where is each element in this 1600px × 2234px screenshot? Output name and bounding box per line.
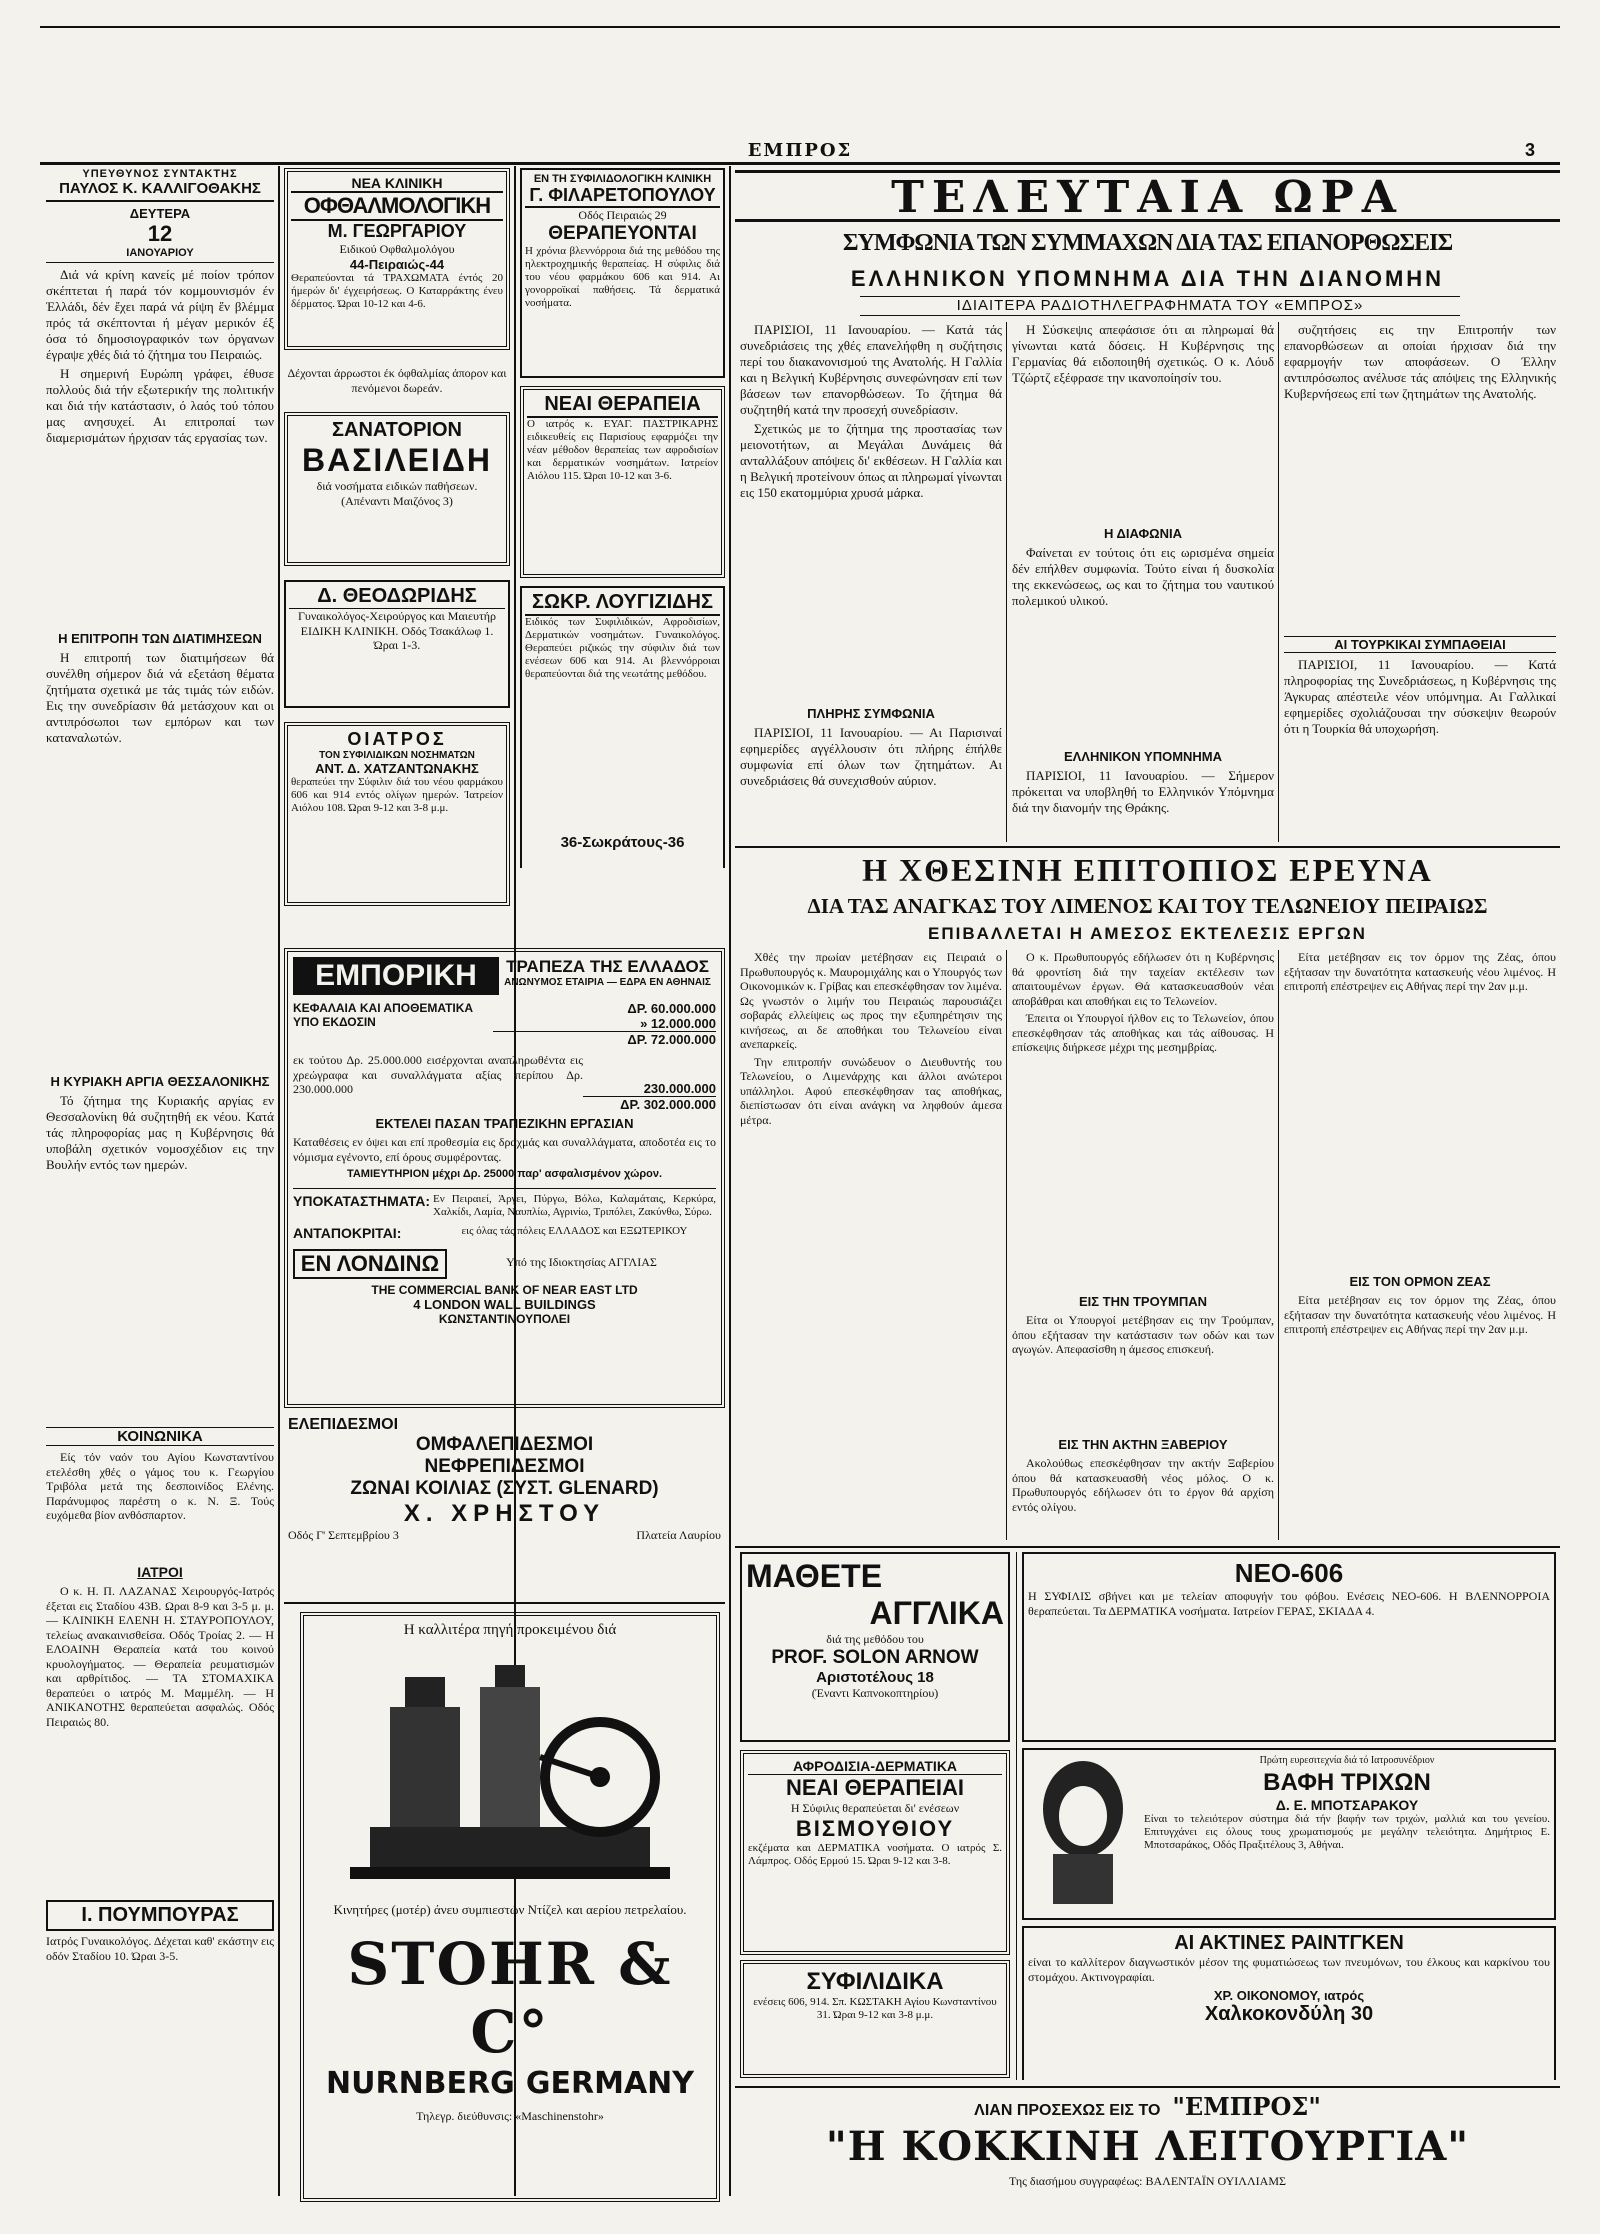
ad-address: 44-Πειραιώς-44	[349, 256, 445, 272]
article-paragraph: Ακολούθως επεσκέφθησαν την ακτήν Ξαβερίου όπου θά κατασκευασθή νέος μόλος. Ο κ. Πρωθυπουργός εδήλωσεν ότι το έργον θά αρχίση εντός ολίγου.	[1012, 1456, 1274, 1514]
column-rule	[1278, 950, 1279, 1540]
subheadline: ΣΥΜΦΩΝΙΑ ΤΩΝ ΣΥΜΜΑΧΩΝ ΔΙΑ ΤΑΣ ΕΠΑΝΟΡΘΩΣΕΙΣ	[842, 230, 1453, 256]
column-3	[520, 168, 725, 868]
bank-text: εκ τούτου Δρ. 25.000.000 εισέρχονται αναπληρωθέντα εις χρεώγραφα και συναλλάγματα αξίας περίπου Δρ. 230.000.000	[293, 1053, 583, 1096]
ad-big-title: ΑΙ ΑΚΤΙΝΕΣ ΡΑΙΝΤΓΚΕΝ	[1174, 1932, 1404, 1954]
ad-address: Οδός Πειραιώς 29	[578, 208, 667, 222]
ad-big-title: ΘΕΡΑΠΕΥΟΝΤΑΙ	[548, 222, 697, 244]
ad-big-title: ΝΕΑΙ ΘΕΡΑΠΕΙΑ	[527, 393, 718, 418]
section-rule	[735, 846, 1560, 848]
article-paragraph: Είτα μετέβησαν εις τον όρμον της Ζέας, όπου εξήτασαν την δυνατότητα κατασκευής νέου λιμένος. Η επιτροπή επέστρεψεν εις Αθήνας περί την 2αν μ.μ.	[1284, 950, 1556, 993]
bank-value: 230.000.000	[643, 1081, 716, 1096]
ad-lougizidis	[520, 586, 725, 868]
masthead-title: ΕΜΠΡΟΣ	[747, 140, 853, 161]
ad-x-rays	[1022, 1926, 1556, 2080]
bank-branches-label: ΥΠΟΚΑΤΑΣΤΗΜΑΤΑ:	[293, 1193, 430, 1209]
ad-christou	[284, 1412, 725, 1604]
section-heading: ΠΛΗΡΗΣ ΣΥΜΦΩΝΙΑ	[807, 706, 935, 721]
ad-commercial-bank	[284, 948, 725, 1408]
ad-text: Είναι το τελειότερον σύστημα διά τήν βαφήν των τριχών, μαλλιά και του γενείου. Επιτυγχάνει εις όλους τους χρωματισμούς με μεγάλην τελειότητα. Δημήτριος Ε. Μποτσαράκος, Οδός Πραξιτέλους 3, Αθήναι.	[1144, 1812, 1550, 1851]
ad-big-title: ΑΓΓΛΙΚΑ	[869, 1595, 1004, 1631]
bank-title: ΤΡΑΠΕΖΑ ΤΗΣ ΕΛΛΑΔΟΣ	[506, 957, 709, 976]
ad-text: Η Σύφιλις θεραπεύεται δι' ενέσεων	[790, 1801, 960, 1815]
ad-subtitle: (Έναντι Καπνοκοπτηρίου)	[811, 1685, 939, 1700]
ad-line: ΕΛΕΠΙΔΕΣΜΟΙ	[288, 1416, 399, 1433]
ad-heading: ΑΦΡΟΔΙΣΙΑ-ΔΕΡΜΑΤΙΚΑ	[748, 1758, 1002, 1775]
ad-text: εκζέματα και ΔΕΡΜΑΤΙΚΑ νοσήματα. Ο ιατρός Σ. Λάμπρος. Οδός Ερμού 15. Ώραι 9-12 και 3-8.	[748, 1841, 1002, 1867]
ad-address: Πλατεία Λαυρίου	[636, 1528, 721, 1542]
bank-london: ΕΝ ΛΟΝΔΙΝΩ	[293, 1249, 447, 1279]
section-heading: ΙΑΤΡΟΙ	[137, 1564, 183, 1580]
ad-heading: ΝΕΑ ΚΛΙΝΙΚΗ	[351, 175, 443, 191]
ad-big-title: ΝΕΑΙ ΘΕΡΑΠΕΙΑΙ	[785, 1775, 965, 1800]
article-paragraph: Η επιτροπή των διατιμήσεων θά συνέλθη σήμερον διά νά εξετάση θέματα ζητήματα σχετικά με τάς τιμάς τών ειδών. Εις την συνεδρίασιν θά μετάσχουν και οι αντιπρόσωποι των εμπόρων και των καταναλωτών.	[46, 650, 274, 745]
ad-text: Κινητήρες (μοτέρ) άνευ συμπιεστών Ντίζελ και αερίου πετρελαίου.	[333, 1902, 687, 1917]
promo-title: "Η ΚΟΚΚΙΝΗ ΛΕΙΤΟΥΡΓΙΑ"	[825, 2123, 1470, 2170]
ad-big-title: ΒΙΣΜΟΥΘΙΟΥ	[795, 1815, 955, 1841]
bank-deposits: Καταθέσεις εν όψει και επί προθεσμία εις δραχμάς και συναλλάγματα, αποδοτέα εις το νόμισμα εγένοντο, επί όρους συμφέροντας.	[293, 1135, 716, 1164]
ad-heading: ΟΙΑΤΡΟΣ	[347, 729, 447, 749]
ad-name: Δ. Ε. ΜΠΟΤΣΑΡΑΚΟΥ	[1275, 1796, 1419, 1813]
article-paragraph: Η Σύσκεψις απεφάσισε ότι αι πληρωμαί θά γίνωνται κατά δόσεις. Η Κυβέρνησις της Γερμανίας θά ειδοποιηθή σχετικώς. Ο κ. Λόυδ Τζώρτζ εξέφρασε την ικανοποίησίν του.	[1012, 322, 1274, 385]
ad-country: GERMANY	[525, 2065, 694, 2101]
ad-text: διά της μεθόδου του	[826, 1632, 924, 1646]
promo-author: Της διασήμου συγγραφέως: ΒΑΛΕΝΤΑΪΝ ΟΥΙΛΛΙΑΜΣ	[1009, 2174, 1286, 2188]
ad-address: Χαλκοκονδύλη 30	[1204, 2003, 1374, 2025]
ad-new-therapy	[520, 386, 725, 578]
article-paragraph: Είς τόν ναόν του Αγίου Κωνσταντίνου ετελέσθη χθές ο γάμος του κ. Γεωργίου Τριβόλα μετά της δεσποινίδος Ελένης. Παράνυμφος παρέστη ο κ. Ν. Ξ. Τούς ευχόμεθα βίον ανθόσπαρτον.	[46, 1450, 274, 1522]
ad-ophthalmology	[284, 168, 510, 350]
ad-hair-dye	[1022, 1748, 1556, 1920]
column-rule	[1278, 322, 1279, 842]
ad-big-title: ΝΕΟ-606	[1234, 1558, 1344, 1588]
bank-total: ΔΡ. 302.000.000	[583, 1096, 716, 1112]
ad-text: διά νοσήματα ειδικών παθήσεων. (Απέναντι Μαιζόνος 3)	[316, 479, 478, 508]
section-heading: ΕΙΣ ΤΟΝ ΟΡΜΟΝ ΖΕΑΣ	[1349, 1274, 1491, 1289]
ad-address: 36-Σωκράτους-36	[560, 834, 685, 851]
ad-subtitle: Ειδικού Οφθαλμολόγου	[339, 242, 455, 256]
article-paragraph: Την επιτροπήν συνώδευον ο Διευθυντής του Τελωνείου, ο Λιμενάρχης και άλλοι ανώτεροι υπάλληλοι. Αφού επεσκέφθησαν τας αποθήκας, διεπίστωσαν ότι είναι ανάγκη να ληφθούν άμεσα μέτρα.	[740, 1054, 1002, 1127]
ad-address: Οδός Γ' Σεπτεμβρίου 3	[288, 1528, 399, 1542]
ad-subtitle: ΤΟΝ ΣΥΦΙΛΙΔΙΚΩΝ ΝΟΣΗΜΑΤΩΝ	[319, 750, 475, 761]
ad-caption: Η καλλιτέρα πηγή προκειμένου διά	[403, 1622, 617, 1638]
ad-heading: ΕΝ ΤΗ ΣΥΦΙΛΙΔΟΛΟΓΙΚΗ ΚΛΙΝΙΚΗ	[533, 173, 712, 185]
editor-name: ΠΑΥΛΟΣ Κ. ΚΑΛΛΙΓΟΘΑΚΗΣ	[46, 180, 274, 202]
ad-city: NURNBERG	[326, 2065, 515, 2101]
bank-value: ΔΡ. 60.000.000	[627, 1001, 716, 1016]
ad-text: είναι το καλλίτερον διαγνωστικόν μέσον της φυματιώσεως των πνευμόνων, του έλκους και καρκίνου του στομάχου. Ακτινογραφίαι.	[1028, 1955, 1550, 1984]
ad-sanatorium	[284, 412, 510, 566]
masthead-rule	[40, 162, 1560, 165]
engine-illustration	[310, 1647, 710, 1897]
right-column-1	[740, 322, 1002, 842]
section-rule	[735, 1546, 1560, 1548]
column-rule	[1006, 950, 1007, 1540]
ad-line: ΖΩΝΑΙ ΚΟΙΛΙΑΣ (ΣΥΣΤ. GLENARD)	[350, 1478, 659, 1499]
bank-value: » 12.000.000	[640, 1016, 716, 1031]
right-column-2	[1012, 322, 1274, 842]
ad-text: ενέσεις 606, 914. Σπ. ΚΩΣΤΑΚΗ Αγίου Κωνσταντίνου 31. Ώραι 9-12 και 3-8 μ.μ.	[753, 1996, 997, 2021]
promo-paper: "ΕΜΠΡΟΣ"	[1172, 2092, 1321, 2121]
ad-text: Ειδικός των Συφιλιδικών, Αφροδισίων, Δερματικών νοσημάτων. Γυναικολόγος. Θεραπεύει ριζικώς την σύφιλιν διά των ενέσεων 606 και 914. Αι βλεννόρροιαι θεραπεύονται διά της νεωτάτης μεθόδου.	[525, 616, 720, 680]
section-heading: ΕΛΛΗΝΙΚΟΝ ΥΠΟΜΝΗΜΑ	[1063, 749, 1223, 764]
page-number: 3	[1524, 140, 1535, 160]
article-paragraph: Είτα οι Υπουργοί μετέβησαν εις την Τρούμπαν, όπου εξήτασαν την κατάστασιν των οδών και των αγωγών. Απεφασίσθη η άμεσος επισκευή.	[1012, 1313, 1274, 1356]
article-paragraph: ΠΑΡΙΣΙΟΙ, 11 Ιανουαρίου. — Κατά πληροφορίας της Συνεδριάσεως, η Κυβέρνησις της Άγκυρας απέστειλε νέον υπόμνημα. Αι Γαλλικαί εφημερίδες σχολιάζουσαι την σύσκεψιν θεωρούν ότι η Τουρκία θά υποχωρήση.	[1284, 657, 1556, 736]
bank-address: 4 LONDON WALL BUILDINGS	[413, 1297, 596, 1312]
subheadline: ΕΛΛΗΝΙΚΟΝ ΥΠΟΜΝΗΜΑ ΔΙΑ ΤΗΝ ΔΙΑΝΟΜΗΝ	[850, 266, 1445, 291]
article-paragraph: Η σημερινή Ευρώπη γράφει, έθυσε πολλούς διά τήν εξωτερικήν της πολιτικήν και διά τήν κατάστασιν, ό λαός τού τόπου μας ανησυχεί. Αι επιτροπαί των διαμερισμάτων ήρχισαν τάς εργασίας των.	[46, 366, 274, 445]
woman-portrait-illustration	[1028, 1754, 1138, 1904]
main-headline: ΤΕΛΕΥΤΑΙΑ ΩΡΑ	[891, 172, 1404, 222]
bank-london-text: Υπό της Ιδιοκτησίας ΑΓΓΛΙΑΣ	[506, 1255, 657, 1269]
column-1	[46, 168, 274, 2198]
article-paragraph: Τό ζήτημα της Κυριακής αργίας εν Θεσσαλονίκη θά συζητηθή εκ νέου. Κατά τάς πληροφορίας μας η Κυβέρνησις θά υποβάλη σχετικόν νομοσχέδιον εις την Βουλήν εντός των ημερών.	[46, 1093, 274, 1172]
month: ΙΑΝΟΥΑΡΙΟΥ	[46, 247, 274, 263]
ad-big-title: ΒΑΣΙΛΕΙΔΗ	[302, 442, 492, 478]
article-paragraph: ΠΑΡΙΣΙΟΙ, 11 Ιανουαρίου. — Αι Παρισιναί εφημερίδες αγγέλλουσιν ότι πλήρης έπήλθε συμφωνία επί όλων των ζητημάτων. Αι συνεδριάσεις θά συνεχισθούν αύριον.	[740, 725, 1002, 788]
ad-big-title: ΣΥΦΙΛΙΔΙΚΑ	[806, 1968, 944, 1995]
section-heading: ΕΙΣ ΤΗΝ ΤΡΟΥΜΠΑΝ	[1078, 1294, 1208, 1309]
ad-text: Η χρόνια βλεννόρροια διά της μεθόδου της ηλεκτροχημικής θεραπείας. Η σύφιλις διά του νέου φαρμάκου 606 και 914. Αι γονορροϊκαί παθήσεις. Τά δερματικά νοσήματα.	[525, 244, 720, 309]
column-rule	[1006, 322, 1007, 842]
harbor-column-1	[740, 950, 1002, 1540]
promo-pre: ΛΙΑΝ ΠΡΟΣΕΧΩΣ ΕΙΣ ΤΟ	[974, 2102, 1161, 2119]
ad-name: Μ. ΓΕΩΡΓΑΡΙΟΥ	[327, 221, 467, 241]
ad-address: Αριστοτέλους 18	[816, 1668, 934, 1686]
ad-english-lessons	[740, 1552, 1010, 1742]
subheadline: ΙΔΙΑΙΤΕΡΑ ΡΑΔΙΟΤΗΛΕΓΡΑΦΗΜΑΤΑ ΤΟΥ «ΕΜΠΡΟΣ»	[860, 296, 1460, 316]
ad-text: θεραπεύει την Σύφιλιν διά του νέου φαρμάκου 606 και 914 εντός ολίγων ημερών. Ίατρείον Αιόλου 108. Ώραι 9-12 και 3-8 μ.μ.	[291, 776, 503, 814]
headline-2-sub: ΕΠΙΒΑΛΛΕΤΑΙ Η ΑΜΕΣΟΣ ΕΚΤΕΛΕΣΙΣ ΕΡΓΩΝ	[928, 924, 1367, 943]
ad-name: ΧΡ. ΟΙΚΟΝΟΜΟΥ, ιατρός	[1213, 1988, 1365, 2003]
article-paragraph: Έπειτα οι Υπουργοί ήλθον εις το Τελωνείον, όπου επεσκέφθησαν τάς αποθήκας και τάς αίθουσας. Η επίσκεψις διήρκεσε μέχρι της μεσημβρίας.	[1012, 1011, 1274, 1054]
section-heading: Η ΔΙΑΦΩΝΙΑ	[1104, 526, 1182, 541]
ads-right-block	[1022, 1552, 1556, 2080]
ad-name: ΑΝΤ. Δ. ΧΑΤΖΑΝΤΩΝΑΚΗΣ	[315, 761, 479, 776]
bank-name: ΕΜΠΟΡΙΚΗ	[293, 957, 499, 995]
article-paragraph: Ο κ. Πρωθυπουργός εδήλωσεν ότι η Κυβέρνησις θά φροντίση διά την ταχείαν εκτέλεσιν των απαιτουμένων έργων. Θά κατασκευασθούν νέαι αποβάθραι και αποθήκαι εις το Τελωνείον.	[1012, 950, 1274, 1008]
ad-text: Γυναικολόγος-Χειρούργος και Μαιευτήρ ΕΙΔΙΚΗ ΚΛΙΝΙΚΗ. Οδός Τσακάλωφ 1. Ώραι 1-3.	[297, 609, 497, 652]
ad-line: ΟΜΦΑΛΕΠΙΔΕΣΜΟΙ	[415, 1434, 594, 1455]
section-heading: ΑΙ ΤΟΥΡΚΙΚΑΙ ΣΥΜΠΑΘΕΙΑΙ	[1284, 636, 1556, 653]
ad-text: Ο ιατρός κ. ΕΥΑΓ. ΠΑΣΤΡΙΚΑΡΗΣ ειδικευθείς εις Παρισίους εφαρμόζει την νέαν μέθοδον θεραπείας των αφροδισίων και δερματικών νοσημάτων. Ιατρείον Αιόλου 115. Ώραι 10-12 και 3-6.	[527, 418, 718, 482]
ad-text: Θεραπεύονται τά ΤΡΑΧΩΜΑΤΑ έντός 20 ήμερών δι' έγχειρήσεως. Ο Καταρράκτης ένευ δέρματος. Ώραι 10-12 και 4-6.	[291, 271, 503, 310]
column-rule	[278, 166, 280, 2196]
section-heading: Η ΕΠΙΤΡΟΠΗ ΤΩΝ ΔΙΑΤΙΜΗΣΕΩΝ	[58, 631, 262, 646]
bank-correspondents: εις όλας τάς πόλεις ΕΛΛΑΔΟΣ και ΕΞΩΤΕΡΙΚΟΥ	[461, 1225, 688, 1237]
editor-label: ΥΠΕΥΘΥΝΟΣ ΣΥΝΤΑΚΤΗΣ	[82, 168, 238, 180]
ad-neo-606	[1022, 1552, 1556, 1742]
promo-red-liturgy	[735, 2086, 1560, 2202]
harbor-column-3	[1284, 950, 1556, 1540]
ad-name: PROF. SOLON ARNOW	[771, 1646, 979, 1668]
bank-branches: Εν Πειραιεί, Άργει, Πύργω, Βόλω, Καλαμάταις, Κερκύρα, Χαλκίδι, Λαμία, Ναυπλίω, Αγρινίω, Τριπόλει, Ζακύνθω, Σύρω.	[433, 1193, 716, 1218]
date-number: 12	[147, 221, 173, 246]
headline-box	[735, 170, 1560, 222]
article-paragraph: ΠΑΡΙΣΙΟΙ, 11 Ιανουαρίου. — Σήμερον πρόκειται να υποβληθή το Ελληνικόν Υπόμνημα διά την διανομήν της Θράκης.	[1012, 768, 1274, 815]
advertisement-title: Ι. ΠΟΥΜΠΟΥΡΑΣ	[46, 1900, 274, 1931]
ad-big-title: ΜΑΘΕΤΕ	[746, 1558, 883, 1594]
harbor-column-2	[1012, 950, 1274, 1540]
article-paragraph: Φαίνεται εν τούτοις ότι εις ωρισμένα σημεία δέν επήλθεν συμφωνία. Τούτο είναι ή δυσκολία της εκκενώσεως, ως και το ζήτημα του ναυτικού πολεμικού υλικού.	[1012, 545, 1274, 608]
headline-2: Η ΧΘΕΣΙΝΗ ΕΠΙΤΟΠΙΟΣ ΕΡΕΥΝΑ	[862, 852, 1433, 888]
ad-filaretopoulou	[520, 168, 725, 378]
column-rule	[1016, 1552, 1017, 2080]
ad-telegraph: Τηλεγρ. διεύθυνσις: «Maschinenstohr»	[416, 2108, 604, 2123]
section-heading: Η ΚΥΡΙΑΚΗ ΑΡΓΙΑ ΘΕΣΣΑΛΟΝΙΚΗΣ	[50, 1074, 270, 1089]
weekday: ΔΕΥΤΕΡΑ	[129, 206, 191, 221]
ad-name: Δ. ΘΕΟΔΩΡΙΔΗΣ	[289, 585, 505, 609]
ad-line: ΝΕΦΡΕΠΙΔΕΣΜΟΙ	[424, 1456, 585, 1477]
article-paragraph: Διά νά κρίνη κανείς μέ ποίον τρόπον σκέπτεται ή παρά τόν κομμουνισμόν έν Έλλάδι, δέν ἔχει παρά νά ρίψη ἕν βλέμμα πρός τά σκέπτονται ή μέγαν μερικόν έξ όσα τό δημοσιογραφικόν των όργανων έγραψε χθές διά τό ζήτημα του Πειραιώς.	[46, 267, 274, 362]
article-paragraph: Χθές την πρωίαν μετέβησαν εις Πειραιά ο Πρωθυπουργός κ. Μαυρομιχάλης και ο Υπουργός των Οικονομικών κ. Γρίβας και επεσκέφθησαν τον λιμένα. Ως γνωστόν ο λιμήν του Πειραιώς παρουσιάζει σοβαράς ελλείψεις ως προς την εξυπηρέτησιν της κινήσεως, αι δε αποθήκαι του Τελωνείου είναι ανεπαρκείς.	[740, 950, 1002, 1051]
section-heading: ΚΟΙΝΩΝΙΚΑ	[46, 1427, 274, 1446]
bank-capital-label: ΚΕΦΑΛΑΙΑ ΚΑΙ ΑΠΟΘΕΜΑΤΙΚΑ ΥΠΟ ΕΚΔΟΣΙΝ	[293, 1001, 474, 1029]
ad-big-title: ΟΦΘΑΛΜΟΛΟΓΙΚΗ	[291, 191, 503, 221]
ad-stohr	[300, 1612, 720, 2202]
bank-services: ΕΚΤΕΛΕΙ ΠΑΣΑΝ ΤΡΑΠΕΖΙΚΗΝ ΕΡΓΑΣΙΑΝ	[375, 1116, 634, 1131]
ad-text: Δέχονται άρρωστοι έκ όφθαλμίας άπορον και πενόμενοι δωρεάν.	[287, 366, 507, 395]
article-paragraph: Είτα μετέβησαν εις τον όρμον της Ζέας, όπου εξήτασαν την δυνατότητα κατασκευής νέου λιμένος. Η επιτροπή επέστρεψεν εις Αθήνας περί την 2αν μ.μ.	[1284, 1293, 1556, 1336]
top-frame	[0, 18, 1600, 40]
column-rule	[729, 166, 731, 2196]
headline-2-sub: ΔΙΑ ΤΑΣ ΑΝΑΓΚΑΣ ΤΟΥ ΛΙΜΕΝΟΣ ΚΑΙ ΤΟΥ ΤΕΛΩΝΕΙΟΥ ΠΕΙΡΑΙΩΣ	[807, 894, 1488, 918]
bank-savings: ΤΑΜΙΕΥΤΗΡΙΟΝ μέχρι Δρ. 25000 παρ' ασφαλισμένον χώρον.	[346, 1168, 663, 1180]
advertisement-text: Ιατρός Γυναικολόγος. Δέχεται καθ' εκάστην εις οδόν Σταδίου 10. Ώραι 3-5.	[46, 1934, 274, 1963]
bank-constantinople: ΚΩΝΣΤΑΝΤΙΝΟΥΠΟΛΕΙ	[438, 1312, 571, 1326]
ad-bismuth	[740, 1750, 1010, 1955]
ad-text: Η ΣΥΦΙΛΙΣ σβήνει και με τελείαν αποφυγήν του φόβου. Ενέσεις ΝΕΟ-606. Η ΒΛΕΝΝΟΡΡΟΙΑ θεραπεύεται. Τα ΔΕΡΜΑΤΙΚΑ νοσήματα. Ιατρείον ΓΕΡΑΣ, ΣΚΙΑΔΑ 4.	[1028, 1589, 1550, 1618]
bank-correspondents-label: ΑΝΤΑΠΟΚΡΙΤΑΙ:	[293, 1225, 402, 1241]
bank-value: ΔΡ. 72.000.000	[493, 1031, 716, 1047]
ad-name: Γ. ΦΙΛΑΡΕΤΟΠΟΥΛΟΥ	[525, 185, 720, 208]
ad-theodoridis	[284, 580, 510, 708]
ad-syphilis	[740, 1960, 1010, 2078]
article-paragraph: Ο κ. Η. Π. ΛΑΖΑΝΑΣ Χειρουργός-Ιατρός έξεται εις Σταδίου 43Β. Ωραι 8-9 και 3-5 μ. μ. — ΚΛΙΝΙΚΗ ΕΛΕΝΗ Η. ΣΤΑΥΡΟΠΟΥΛΟΥ, τελείως ανακαινισθείσα. Οδός Τροίας 2. — Η ΕΛΟΑΙΝΗ Θεραπεία κατά του κοινού κρυολογήματος. — Θεραπεία ρευματισμών και αρθρίτιδος. — ΤΑ ΣΤΟΜΑΧΙΚΑ θεραπεύει ο ιατρός Μ. Μαμμέλη. — Η ΑΝΙΚΑΝΟΤΗΣ θεραπεύεται ασφαλώς. Οδός Πειραιώς 80.	[46, 1584, 274, 1729]
article-paragraph: συζητήσεις εις την Επιτροπήν των επανορθώσεων αι οποίαι ήρχισαν διά την εφαρμογήν των αποφάσεων. Ο Έλλην αντιπρόσωπος ανέλυσε τάς απόψεις της Ελληνικής Κυβερνήσεως επί των ζητημάτων της Ανατολής.	[1284, 322, 1556, 401]
right-column-3	[1284, 322, 1556, 842]
article-paragraph: Σχετικώς με το ζήτημα της προστασίας των μειονοτήτων, αι Μεγάλαι Δυνάμεις θά ανταλλάξουν απόψεις δι' εκθέσεων. Η Γαλλία και η Βελγική προτείνουν όπως αι πληρωμαί γίνωνται εις 150 εκατομμύρια χρυσά μάρκα.	[740, 421, 1002, 500]
ad-big-title: STOHR & C°	[347, 1929, 673, 2066]
ad-big-title: ΒΑΦΗ ΤΡΙΧΩΝ	[1263, 1768, 1431, 1796]
article-paragraph: ΠΑΡΙΣΙΟΙ, 11 Ιανουαρίου. — Κατά τάς συνεδριάσεις της χθές επανελήφθη η συζήτησις περί του διακανονισμού της Ανατολής. Η Γαλλία και η Βελγική Κυβέρνησις συνεφώνησαν επί των βάσεων των επανορθώσεων. Το ζήτημα θά συζητηθή κατά την προσεχή συνεδρίασιν.	[740, 322, 1002, 417]
section-heading: ΕΙΣ ΤΗΝ ΑΚΤΗΝ ΞΑΒΕΡΙΟΥ	[1058, 1437, 1228, 1452]
bank-subtitle: ΑΝΩΝΥΜΟΣ ΕΤΑΙΡΙΑ — ΕΔΡΑ ΕΝ ΑΘΗΝΑΙΣ	[504, 977, 711, 988]
ad-text: Πρώτη ευρεσιτεχνία διά τό Ιατροσυνέδριον	[1259, 1755, 1435, 1766]
ad-heading: ΣΑΝΑΤΟΡΙΟΝ	[332, 419, 462, 441]
ad-chatzantonakis	[284, 722, 510, 906]
bank-commercial: THE COMMERCIAL BANK OF NEAR EAST LTD	[371, 1283, 638, 1297]
ad-name: ΣΩΚΡ. ΛΟΥΓΙΖΙΔΗΣ	[525, 591, 720, 616]
ad-big-title: Χ. ΧΡΗΣΤΟΥ	[403, 1500, 606, 1527]
